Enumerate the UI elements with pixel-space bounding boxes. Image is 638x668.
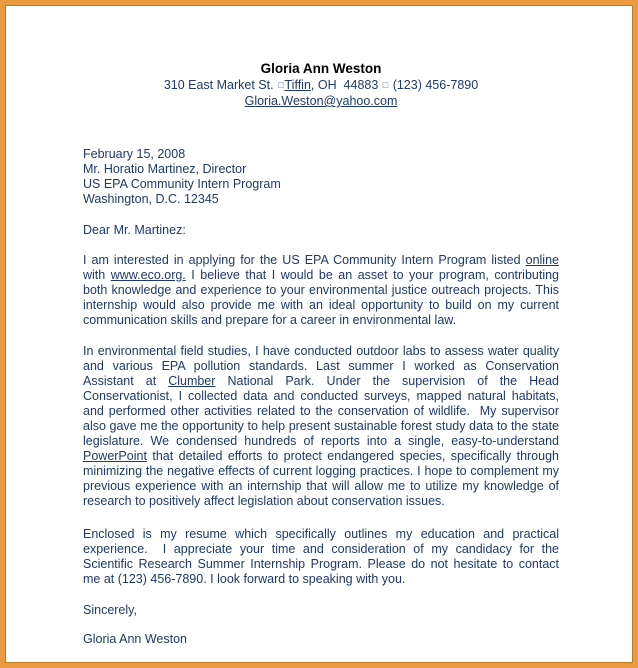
paragraph-closing (83, 527, 559, 587)
paragraph-experience (83, 344, 559, 509)
valediction: Sincerely, (83, 603, 137, 617)
text-segment: Enclosed is my resume which specifically outlines my education and practical experience. I appreciate your time and consideration of my candidacy for the Scientific Research Summer Internship Program. Please do not hesitate to contact me at (123) 456-7890. I look forward to speaking with you. (83, 527, 559, 586)
letter-body (83, 147, 559, 647)
recipient-name-line: Mr. Horatio Martinez, Director (83, 162, 247, 176)
sender-email-link[interactable]: Gloria.Weston@yahoo.com (244, 94, 398, 108)
recipient-org-line: US EPA Community Intern Program (83, 177, 281, 191)
inline-hyperlink[interactable]: online (525, 253, 559, 267)
box-separator-icon: □ (382, 80, 389, 90)
salutation: Dear Mr. Martinez: (83, 223, 186, 237)
signature-name: Gloria Ann Weston (83, 632, 187, 646)
inline-hyperlink[interactable]: www.eco.org. (110, 268, 186, 282)
text-segment: (123) 456-7890 (389, 78, 479, 92)
box-separator-icon: □ (278, 80, 284, 90)
recipient-block (83, 162, 559, 207)
sender-email-line (83, 93, 559, 109)
sender-name: Gloria Ann Weston (260, 61, 382, 76)
inline-hyperlink[interactable]: Tiffin (284, 78, 311, 92)
text-segment: with (83, 268, 111, 282)
text-segment: 310 East Market St. (163, 78, 278, 92)
text-segment: I am interested in applying for the US EPA Community Intern Program listed (83, 253, 526, 267)
inline-hyperlink[interactable]: Clumber (168, 374, 216, 388)
text-segment: , OH 44883 (310, 78, 382, 92)
text-segment: I believe that I would be an asset to your program, contributing both knowledge and experience to your environmental justice outreach projects. This internship would also provide me with an ideal opportunity to build on my current communication skills and prepare for a career in environmental law. (83, 268, 560, 327)
inline-hyperlink[interactable]: PowerPoint (83, 449, 147, 463)
text-segment: In environmental field studies, I have conducted outdoor labs to assess water quality and various EPA pollution standards. Last summer I worked as Conservation Assistant at (83, 344, 559, 388)
sender-address-line (83, 77, 559, 93)
letter-header (83, 61, 559, 109)
text-segment: National Park. Under the supervision of the Head Conservationist, I collected data and conducted surveys, mapped natural habitats, and performed other activities related to the conservation of wildlife. My supervisor also gave me the opportunity to help present sustainable forest study data to the state legislature. We condensed hundreds of reports into a single, easy-to-understand (83, 374, 559, 448)
text-segment: that detailed efforts to protect endangered species, specifically through minimizing the negative effects of current logging practices. I hope to complement my previous experience with an internship that will allow me to utilize my knowledge of research to positively affect legislation about conservation issues. (83, 449, 559, 508)
letter-date: February 15, 2008 (83, 147, 186, 161)
paragraph-introduction (83, 253, 559, 328)
recipient-city-line: Washington, D.C. 12345 (83, 192, 219, 206)
